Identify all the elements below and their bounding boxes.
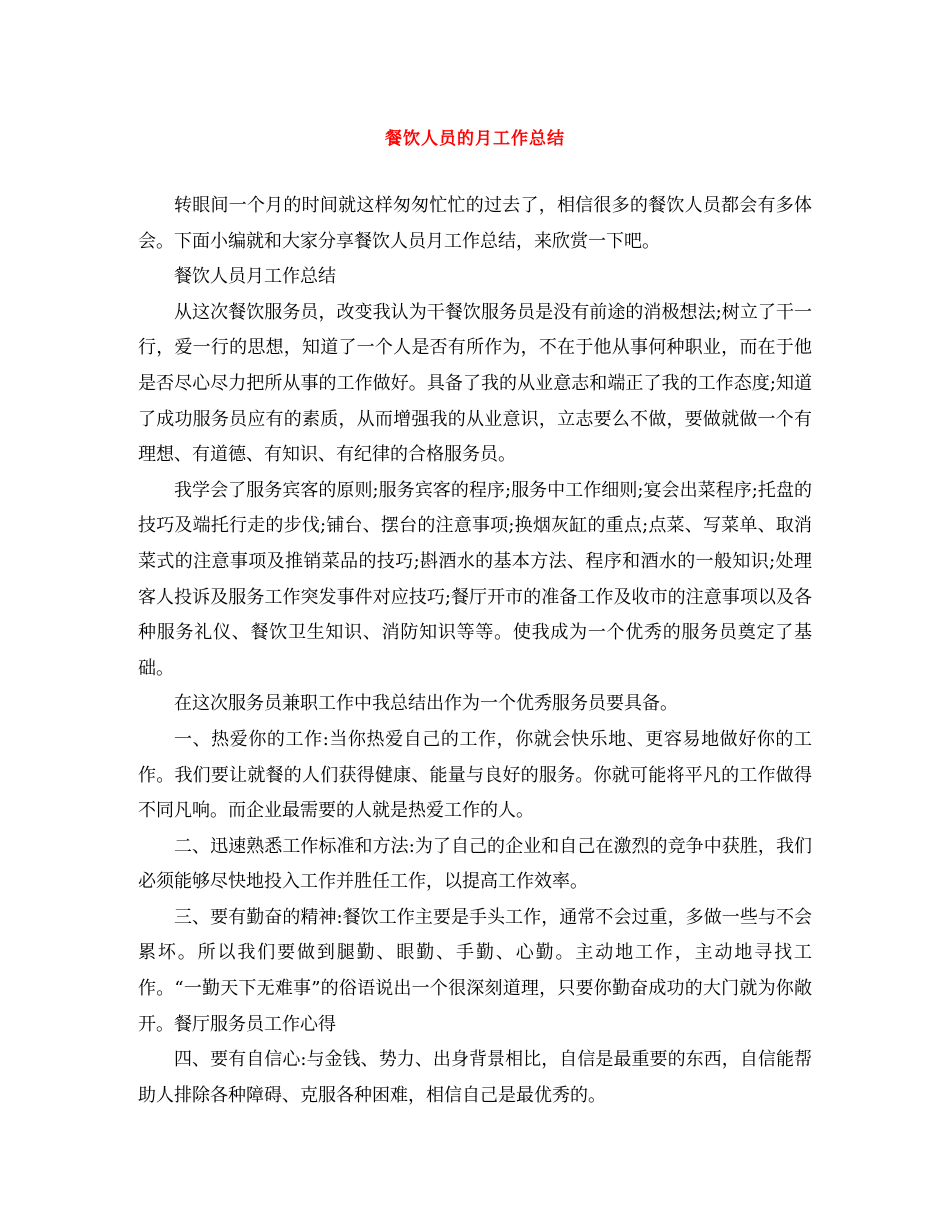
document-body xyxy=(138,188,812,1113)
paragraph-point-three: 三、要有勤奋的精神:餐饮工作主要是手头工作，通常不会过重，多做一些与不会累坏。所以我们要做到腿勤、眼勤、手勤、心勤。主动地工作，主动地寻找工作。“一勤天下无难事”的俗语说出一个很深刻道理，只要你勤奋成功的大门就为你敞开。餐厅服务员工作心得 xyxy=(138,906,812,1035)
paragraph-summary-lead: 在这次服务员兼职工作中我总结出作为一个优秀服务员要具备。 xyxy=(174,693,678,715)
paragraph-intro: 转眼间一个月的时间就这样匆匆忙忙的过去了，相信很多的餐饮人员都会有多体会。下面小编就和大家分享餐饮人员月工作总结，来欣赏一下吧。 xyxy=(138,195,812,252)
document-title: 餐饮人员的月工作总结 xyxy=(385,129,565,149)
paragraph-point-two: 二、迅速熟悉工作标准和方法:为了自己的企业和自己在激烈的竞争中获胜，我们必须能够尽快地投入工作并胜任工作，以提高工作效率。 xyxy=(138,835,812,893)
paragraph-point-four: 四、要有自信心:与金钱、势力、出身背景相比，自信是最重要的东西，自信能帮助人排除各种障碍、克服各种困难，相信自己是最优秀的。 xyxy=(138,1049,812,1106)
paragraph-subtitle: 餐饮人员月工作总结 xyxy=(174,266,336,288)
paragraph-attitude: 从这次餐饮服务员，改变我认为干餐饮服务员是没有前途的消极想法;树立了干一行，爱一行的思想，知道了一个人是否有所作为，不在于他从事何种职业，而在于他是否尽心尽力把所从事的工作做好。具备了我的从业意志和端正了我的工作态度;知道了成功服务员应有的素质，从而增强我的从业意识，立志要么不做，要做就做一个有理想、有道德、有知识、有纪律的合格服务员。 xyxy=(138,301,812,466)
paragraph-point-one: 一、热爱你的工作:当你热爱自己的工作，你就会快乐地、更容易地做好你的工作。我们要让就餐的人们获得健康、能量与良好的服务。你就可能将平凡的工作做得不同凡响。而企业最需要的人就是热爱工作的人。 xyxy=(138,728,812,822)
paragraph-skills: 我学会了服务宾客的原则;服务宾客的程序;服务中工作细则;宴会出菜程序;托盘的技巧及端托行走的步伐;铺台、摆台的注意事项;换烟灰缸的重点;点菜、写菜单、取消菜式的注意事项及推销菜品的技巧;斟酒水的基本方法、程序和酒水的一般知识;处理客人投诉及服务工作突发事件对应技巧;餐厅开市的准备工作及收市的注意事项以及各种服务礼仪、餐饮卫生知识、消防知识等等。使我成为一个优秀的服务员奠定了基础。 xyxy=(138,479,812,679)
